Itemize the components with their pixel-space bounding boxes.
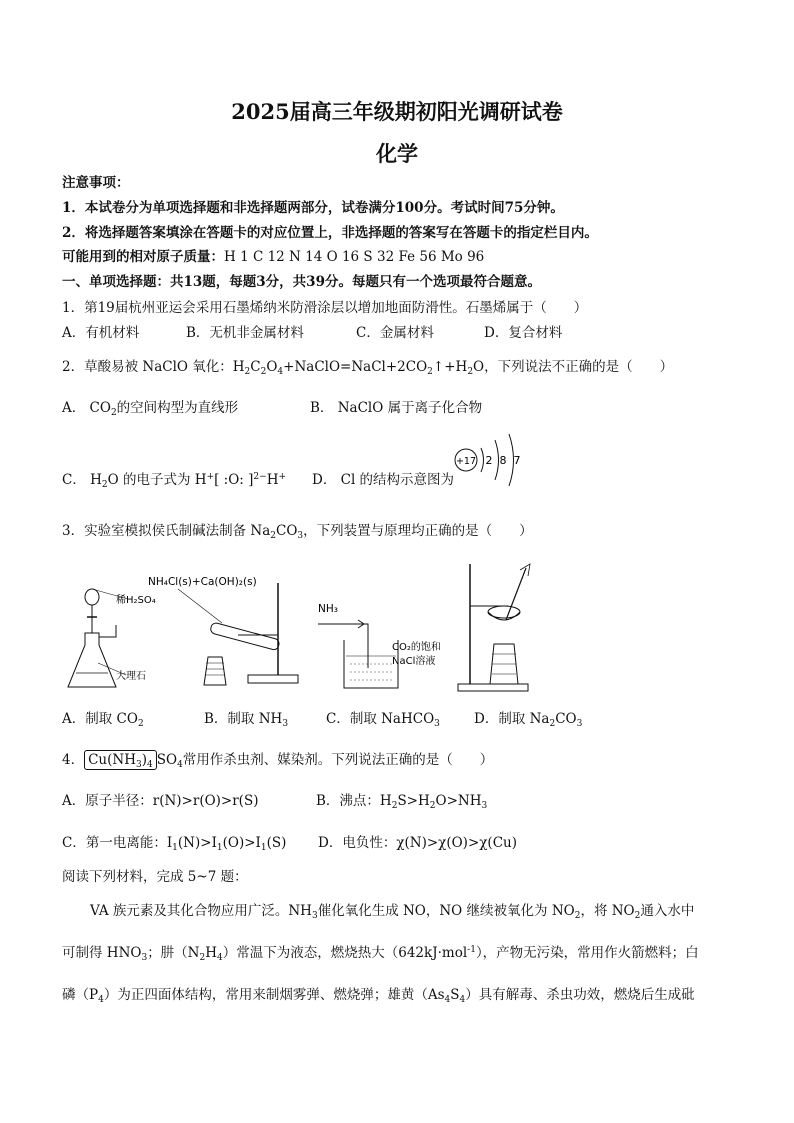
apparatus-a-co2-generator	[68, 585, 156, 695]
q3-c-part: C．制取 NaHCO	[326, 711, 435, 727]
q4-option-c: C．第一电离能：$I_1(N)>I_1(O)>I_1(S)$	[62, 835, 287, 853]
reading-part: ），产物无污染，常用作火箭燃料；白	[475, 945, 699, 961]
notice-item-1: 1．本试卷分为单项选择题和非选择题两部分，试卷满分100分。考试时间75分钟。	[62, 200, 564, 216]
q4-c-part: (N)>I	[177, 835, 217, 851]
notice-heading: 注意事项：	[62, 175, 130, 191]
q2-stem-part: ↑+H	[432, 359, 468, 375]
q2-stem-part: C	[250, 359, 261, 375]
q3-stem: 3．实验室模拟侯氏制碱法制备 $Na_2CO_3$，下列装置与原理均正确的是（ ）	[62, 523, 533, 541]
q2-stem-part: O	[266, 359, 278, 375]
q2-stem-part: +NaClO=NaCl+2CO	[283, 359, 428, 375]
atom-nucleus-label: +17	[455, 456, 477, 467]
shell-3-count: 7	[513, 454, 521, 467]
q4-c-part: C．第一电离能：I	[62, 835, 173, 851]
q4-option-a: A．原子半径：r(N)>r(O)>r(S)	[62, 793, 259, 809]
q4-b-part: O>NH	[435, 793, 482, 809]
apparatus-c-nahco3	[318, 590, 448, 695]
q1-option-a: A．有机材料	[62, 325, 140, 341]
q3-stem-part: 3．实验室模拟侯氏制碱法制备 Na	[62, 523, 271, 539]
q3-a-part: A．制取 CO	[62, 711, 138, 727]
atomic-mass-values: H 1 C 12 N 14 O 16 S 32 Fe 56 Mo 96	[224, 249, 485, 265]
atomic-mass-line	[62, 248, 484, 266]
q3-d-part: D．制取 Na	[474, 711, 550, 727]
q3-option-b: B．制取 $NH_3$	[204, 711, 289, 729]
q4-option-d: D．电负性：χ(N)>χ(O)>χ(Cu)	[318, 835, 517, 851]
apparatus-b-nh3-heating	[148, 565, 308, 695]
q3-stem-part: CO	[275, 523, 298, 539]
q2-a-part: 的空间构型为直线形	[116, 400, 239, 416]
section1-heading: 一、单项选择题：共13题，每题3分，共39分。每题只有一个选项最符合题意。	[62, 274, 541, 290]
reading-part: 可制得 HNO	[62, 945, 142, 961]
electron-dot-formula: [ :O: ]	[214, 472, 254, 488]
notice-item-2: 2．将选择题答案填涂在答题卡的对应位置上，非选择题的答案写在答题卡的指定栏目内。	[62, 225, 598, 241]
q4-number: 4．	[62, 752, 85, 768]
q2-c-part: H	[266, 472, 279, 488]
reading-line-3: 磷$(P_4)$为正四面体结构，常用来制烟雾弹、燃烧弹；雄黄$(As_4S_4)$具有解毒、杀虫功效，燃烧后生成砒	[62, 987, 695, 1005]
reading-part: ）为正四面体结构，常用来制烟雾弹、燃烧弹；雄黄（As	[103, 987, 445, 1003]
label-solution-line2: NaCl溶液	[392, 656, 436, 667]
complex-ion-bracket: $Cu(NH_3)_4$	[84, 750, 157, 770]
reading-part: ，将 NO	[580, 903, 635, 919]
subject-title: 化学	[376, 141, 418, 166]
reading-part: ）常温下为液态，燃烧热大（642kJ·mol	[222, 945, 468, 961]
q4-b-part: B．沸点：H	[316, 793, 392, 809]
reading-part: H	[205, 945, 218, 961]
q2-stem-part: 2．草酸易被 NaClO 氧化：H	[62, 359, 245, 375]
reading-part: 通入水中	[640, 903, 695, 919]
q4-stem-part: SO	[156, 752, 178, 768]
q1-stem: 1．第19届杭州亚运会采用石墨烯纳米防滑涂层以增加地面防滑性。石墨烯属于（ ）	[62, 300, 588, 316]
q3-b-part: B．制取 NH	[204, 711, 283, 727]
chlorine-atom-diagram	[452, 428, 532, 492]
label-nh3: NH₃	[318, 603, 338, 615]
q4-stem-part: 常用作杀虫剂、媒染剂。下列说法正确的是（ ）	[182, 752, 494, 768]
reading-part: ；肼（N	[147, 945, 200, 961]
q3-stem-part: ，下列装置与原理均正确的是（ ）	[303, 523, 533, 539]
shell-2-count: 8	[499, 454, 507, 467]
q1-option-b: B．无机非金属材料	[186, 325, 304, 341]
q4-b-part: S>H	[397, 793, 430, 809]
q2-c-part: O 的电子式为 H	[107, 472, 207, 488]
apparatus-d-evaporation	[458, 560, 538, 695]
reading-part: 催化氧化生成 NO，NO 继续被氧化为 NO	[317, 903, 575, 919]
complex-part: (NH	[107, 752, 136, 768]
exam-title: 2025届高三年级期初阳光调研试卷	[231, 99, 563, 124]
q1-option-c: C．金属材料	[356, 325, 434, 341]
q2-c-part: C． H	[62, 472, 102, 488]
q2-option-b: B． NaClO 属于离子化合物	[310, 400, 483, 416]
label-reagents: NH₄Cl(s)+Ca(OH)₂(s)	[148, 576, 257, 588]
reading-part: ）具有解毒、杀虫功效，燃烧后生成砒	[465, 987, 695, 1003]
q3-option-a: A．制取 $CO_2$	[62, 711, 144, 729]
q3-option-d: D．制取 $Na_2CO_3$	[474, 711, 583, 729]
q2-stem: 2．草酸易被 NaClO 氧化：$H_2C_2O_4+NaClO=NaCl+2CO_2↑+H_2O$，下列说法不正确的是（ ）	[62, 359, 674, 377]
q2-stem-part: O，下列说法不正确的是（ ）	[473, 359, 674, 375]
q4-option-b: B．沸点：$H_2S>H_2O>NH_3$	[316, 793, 488, 811]
reading-part: 磷（P	[62, 987, 99, 1003]
q4-c-part: (S)	[266, 835, 287, 851]
q2-option-c: C． $H_2O$ 的电子式为 H+[ :O: ]$^{2-}$H+	[62, 472, 287, 490]
complex-part: Cu	[88, 752, 108, 768]
q4-c-part: (O)>I	[222, 835, 261, 851]
shell-1-count: 2	[485, 454, 493, 467]
q1-option-d: D．复合材料	[484, 325, 563, 341]
q2-a-part: A． CO	[62, 400, 111, 416]
reading-part: VA 族元素及其化合物应用广泛。NH	[90, 903, 312, 919]
label-solution-line1: CO₂的饱和	[392, 642, 441, 653]
reading-lead: 阅读下列材料，完成 5~7 题：	[62, 869, 248, 885]
q4-stem: 4． $Cu(NH_3)_4$ $SO_4$常用作杀虫剂、媒染剂。下列说法正确的是（ ）	[62, 752, 494, 770]
q2-option-d: D． Cl 的结构示意图为	[312, 472, 455, 488]
q3-option-c: C．制取 NaHCO$_3$	[326, 711, 440, 729]
reading-part: S	[450, 987, 460, 1003]
complex-part: )	[141, 752, 147, 768]
label-dilute-acid: 稀H₂SO₄	[116, 595, 156, 606]
atomic-mass-label: 可能用到的相对原子质量：	[62, 249, 224, 265]
label-marble: 大理石	[116, 671, 146, 682]
reading-line-2: 可制得 $HNO_3$；肼$(N_2H_4)$常温下为液态，燃烧热大（642kJ·mol$^{-1}$），产物无污染，常用作火箭燃料；白	[62, 945, 699, 963]
q2-option-a: A． $CO_2$的空间构型为直线形	[62, 400, 239, 418]
q3-d-part: CO	[555, 711, 577, 727]
reading-line-1: VA 族元素及其化合物应用广泛。$NH_3$催化氧化生成 NO，NO 继续被氧化为 $NO_2$，将 $NO_2$通入水中	[90, 903, 695, 921]
